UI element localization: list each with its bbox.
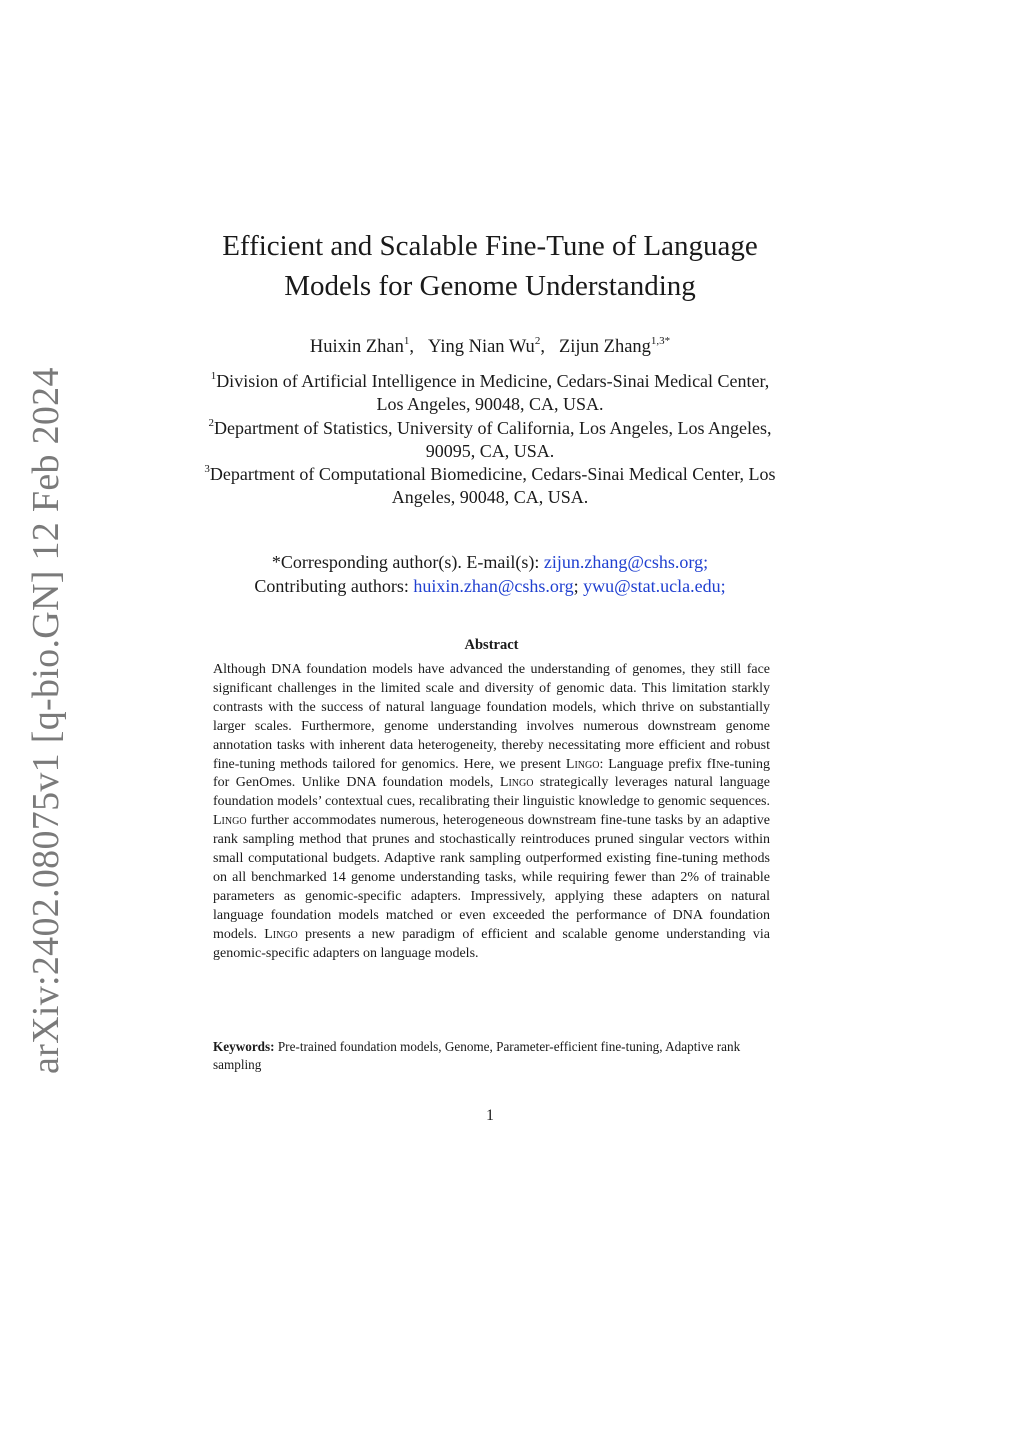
method-name: Lingo xyxy=(213,813,247,829)
title-line-2: Models for Genome Understanding xyxy=(284,270,696,302)
author-affiliation-mark: 1,3* xyxy=(650,335,671,347)
author-affiliation-mark: 2 xyxy=(534,335,541,347)
page-number: 1 xyxy=(486,1107,494,1124)
corresponding-suffix: ; xyxy=(703,552,709,572)
affiliation-text: Department of Statistics, University of California, Los Angeles, Los Angeles, 90095, CA, USA. xyxy=(214,417,772,461)
keywords-label: Keywords: xyxy=(213,1039,275,1054)
arxiv-identifier: arXiv:2402.08075v1 [q-bio.GN] 12 Feb 2024 xyxy=(25,367,67,1074)
method-name: Lingo xyxy=(565,756,600,772)
corresponding-author-line xyxy=(170,550,810,574)
author-list: Huixin Zhan$^1$, Ying Nian Wu$^2$, Zijun Zhang$^{1,3*}$ xyxy=(309,335,671,357)
author-name: Huixin Zhan xyxy=(309,337,404,357)
author-name: Ying Nian Wu xyxy=(427,337,535,357)
paper-title xyxy=(170,226,810,306)
email-separator: ; xyxy=(573,576,584,596)
contributing-authors-line xyxy=(170,574,810,598)
affiliation-item xyxy=(200,370,780,417)
contributing-prefix: Contributing authors: xyxy=(254,576,414,596)
abstract-text xyxy=(213,661,770,964)
abstract-segment: : Language prefix f xyxy=(599,756,712,772)
abstract-heading: Abstract xyxy=(464,637,519,653)
author-name: Zijun Zhang xyxy=(558,337,651,357)
abstract-segment: e-tuning for GenOmes. Unlike DNA foundation models, xyxy=(213,756,770,791)
abstract-segment: strategically leverages natural language foundation models’ contextual cues, recalibrating their linguistic knowledge to genomic sequences. xyxy=(213,775,771,810)
keywords xyxy=(213,1038,770,1073)
affiliation-item xyxy=(200,463,780,510)
abstract-segment: presents a new paradigm of efficient and scalable genome understanding via genomic-specific adapters on language models. xyxy=(213,926,770,961)
affiliation-number: 1 xyxy=(210,370,217,382)
contributing-suffix: ; xyxy=(720,576,726,596)
affiliation-number: 2 xyxy=(208,416,215,429)
abstract-segment: Although DNA foundation models have advanced the understanding of genomes, they still face significant challenges in the limited scale and diversity of genomic data. This limitation starkly contrasts with the success of natural language foundation models, which thrive on substantially larger scales. Furthermore, genome understanding involves numerous downstream genome annotation tasks with inherent data heterogeneity, thereby necessitating more efficient and robust fine-tuning methods tailored for genomics. Here, we present xyxy=(213,662,770,772)
method-name: Lingo xyxy=(499,775,534,791)
abstract-segment: further accommodates numerous, heterogeneous downstream fine-tune tasks by an adaptive rank sampling method that prunes and stochastically reintroduces pruned singular vectors within small computational budgets. Adaptive rank sampling outperformed existing fine-tuning methods on all benchmarked 14 genome understanding tasks, while requiring fewer than 2% of trainable parameters as genomic-specific adapters. Impressively, applying these adapters on natural language foundation models matched or even exceeded the performance of DNA foundation models. xyxy=(213,813,770,942)
affiliation-number: 3 xyxy=(204,463,210,476)
contact-info xyxy=(170,550,810,598)
method-name-fragment: In xyxy=(711,756,724,772)
method-name: Lingo xyxy=(264,926,298,942)
corresponding-email-link[interactable]: zijun.zhang@cshs.org xyxy=(543,552,704,572)
affiliation-text: Department of Computational Biomedicine, Cedars-Sinai Medical Center, Los Angeles, 90048, CA, USA. xyxy=(209,464,776,508)
affiliations xyxy=(200,370,780,510)
affiliation-item xyxy=(200,417,780,464)
contributing-email-link[interactable]: huixin.zhan@cshs.org xyxy=(413,576,574,596)
keywords-text: Pre-trained foundation models, Genome, Parameter-efficient fine-tuning, Adaptive rank sampling xyxy=(213,1039,741,1072)
contributing-email-link[interactable]: ywu@stat.ucla.edu xyxy=(583,576,721,596)
corresponding-prefix: *Corresponding author(s). E-mail(s): xyxy=(271,552,544,572)
affiliation-text: Division of Artificial Intelligence in Medicine, Cedars-Sinai Medical Center, Los Angeles, 90048, CA, USA. xyxy=(216,371,770,415)
title-line-1: Efficient and Scalable Fine-Tune of Language xyxy=(222,230,758,262)
author-affiliation-mark: 1 xyxy=(403,335,410,347)
